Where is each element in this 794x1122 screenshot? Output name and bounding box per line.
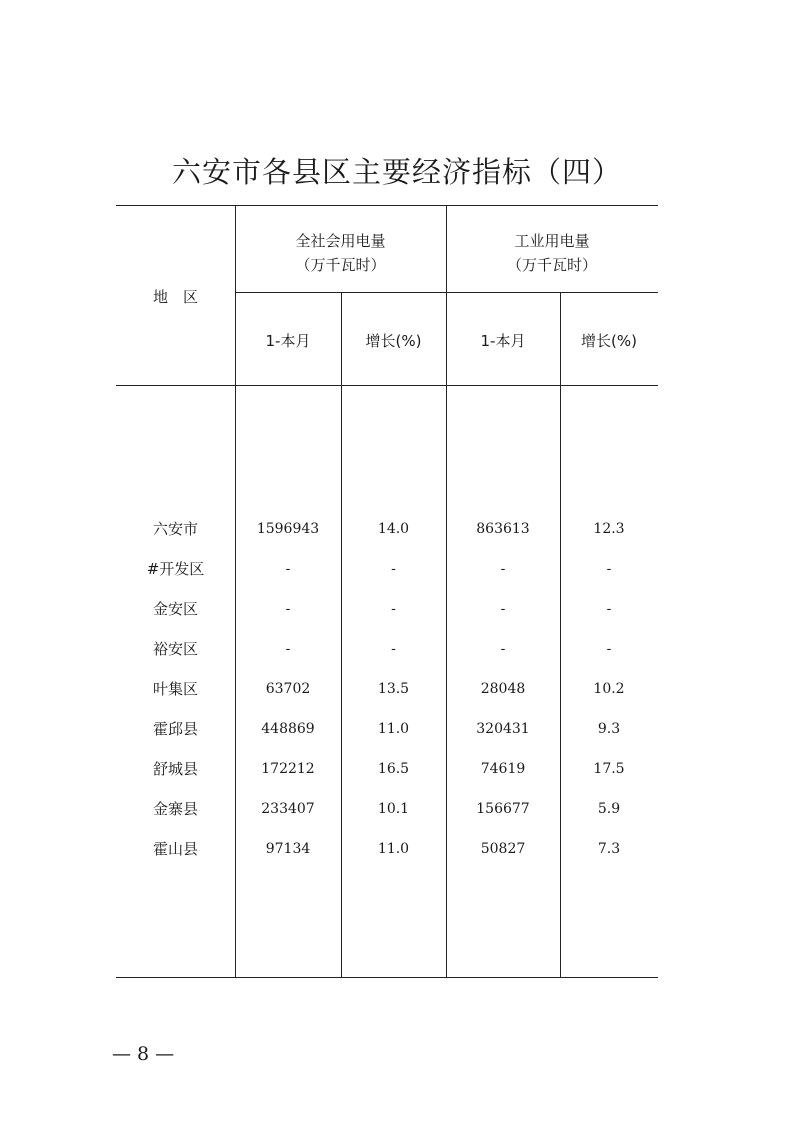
subcol-industrial-ytd: 1-本月	[480, 332, 526, 350]
industrial-growth-cell: -	[606, 601, 612, 617]
region-header: 地 区	[152, 288, 198, 306]
subcol-total-growth: 增长(%)	[365, 332, 422, 350]
total-ytd-cell: 63702	[265, 681, 311, 697]
total-electricity-unit: （万千瓦时）	[295, 256, 386, 274]
industrial-electricity-label: 工业用电量	[514, 232, 590, 250]
total-growth-cell: 11.0	[377, 721, 410, 737]
industrial-growth-cell: 17.5	[593, 761, 625, 777]
table-bottom-rule	[116, 977, 658, 978]
page-number: — 8 —	[112, 1043, 175, 1065]
total-ytd-cell: 1596943	[256, 521, 320, 537]
industrial-growth-cell: -	[606, 641, 612, 657]
total-growth-cell: -	[391, 641, 396, 657]
region-cell: 舒城县	[152, 760, 198, 778]
total-growth-cell: 11.0	[377, 841, 410, 857]
header-bottom-rule	[116, 385, 658, 386]
total-ytd-cell: -	[285, 601, 291, 617]
industrial-growth-cell: 10.2	[593, 681, 625, 697]
col-divider-region	[235, 205, 236, 977]
subcol-total-ytd: 1-本月	[265, 332, 311, 350]
col-divider-groups	[446, 205, 447, 977]
industrial-ytd-cell: 156677	[476, 801, 530, 817]
subcol-industrial-growth: 增长(%)	[581, 332, 637, 350]
industrial-ytd-cell: 320431	[476, 721, 530, 737]
region-cell: 叶集区	[152, 680, 198, 698]
total-growth-cell: 14.0	[377, 521, 410, 537]
total-ytd-cell: -	[285, 641, 291, 657]
industrial-ytd-cell: -	[500, 601, 506, 617]
industrial-ytd-cell: 74619	[480, 761, 526, 777]
region-cell: #开发区	[146, 560, 205, 578]
total-ytd-cell: -	[285, 561, 291, 577]
industrial-growth-cell: 12.3	[593, 521, 625, 537]
total-growth-cell: 10.1	[377, 801, 410, 817]
region-cell: 裕安区	[152, 640, 198, 658]
economic-indicators-table	[116, 205, 658, 978]
total-growth-cell: 16.5	[377, 761, 410, 777]
industrial-ytd-cell: -	[500, 641, 506, 657]
total-ytd-cell: 233407	[261, 801, 315, 817]
col-divider-industrial-growth	[560, 292, 561, 977]
industrial-ytd-cell: -	[500, 561, 506, 577]
region-cell: 金寨县	[152, 800, 198, 818]
col-divider-total-growth	[341, 292, 342, 977]
region-cell: 六安市	[152, 520, 198, 538]
table-top-rule	[116, 205, 658, 206]
total-ytd-cell: 172212	[261, 761, 315, 777]
total-growth-cell: -	[391, 561, 396, 577]
region-cell: 霍邱县	[152, 720, 198, 738]
total-electricity-label: 全社会用电量	[295, 232, 386, 250]
industrial-electricity-header	[446, 229, 658, 277]
total-growth-cell: -	[391, 601, 396, 617]
industrial-growth-cell: 9.3	[597, 721, 621, 737]
total-growth-cell: 13.5	[377, 681, 410, 697]
industrial-ytd-cell: 28048	[480, 681, 526, 697]
total-electricity-header	[235, 229, 446, 277]
industrial-ytd-cell: 863613	[476, 521, 530, 537]
industrial-ytd-cell: 50827	[480, 841, 526, 857]
region-cell: 金安区	[152, 600, 198, 618]
industrial-growth-cell: 5.9	[597, 801, 621, 817]
industrial-electricity-unit: （万千瓦时）	[506, 256, 597, 274]
page-title: 六安市各县区主要经济指标（四）	[171, 155, 622, 189]
region-cell: 霍山县	[152, 840, 198, 858]
industrial-growth-cell: 7.3	[597, 841, 621, 857]
total-ytd-cell: 97134	[265, 841, 311, 857]
industrial-growth-cell: -	[606, 561, 612, 577]
total-ytd-cell: 448869	[261, 721, 315, 737]
